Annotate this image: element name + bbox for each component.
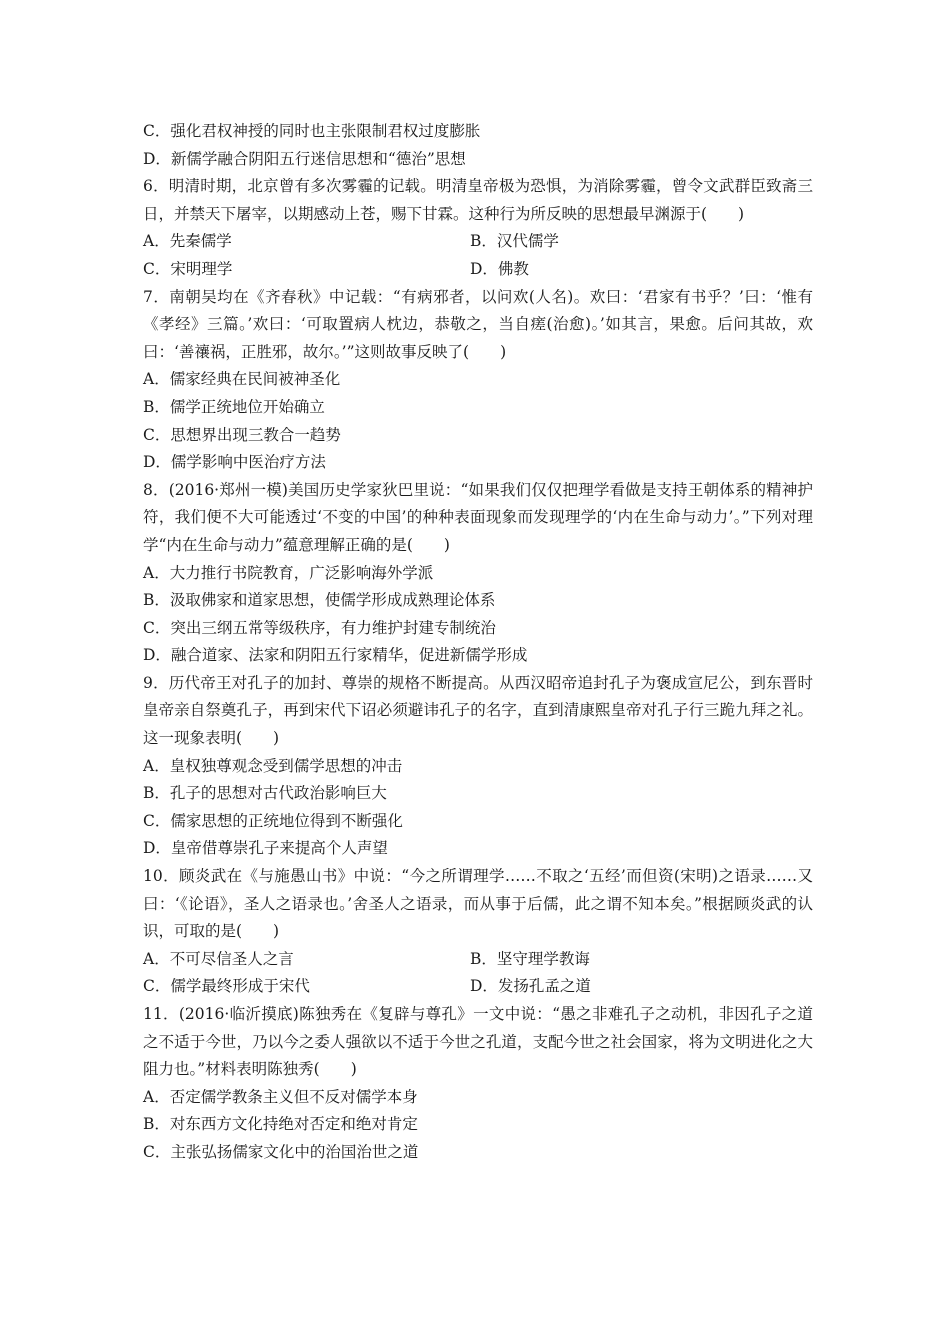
option-d: D．发扬孔孟之道 (470, 977, 591, 996)
question-stem: 10．顾炎武在《与施愚山书》中说：“今之所谓理学……不取之‘五经’而但资(宋明)之语录……又曰：‘《论语》，圣人之语录也。’舍圣人之语录，而从事于后儒，此之谓不知本矣。”根据顾炎武的认识，可取的是( ) (143, 867, 813, 941)
question-stem: 8．(2016·郑州一模)美国历史学家狄巴里说：“如果我们仅仅把理学看做是支持王朝体系的精神护符，我们便不大可能透过‘不变的中国’的种种表面现象而发现理学的‘内在生命与动力’。”下列对理学“内在生命与动力”蕴意理解正确的是( ) (143, 480, 813, 554)
option-b: B．对东西方文化持绝对否定和绝对肯定 (143, 1115, 418, 1134)
option-a: A．先秦儒学 (143, 232, 232, 251)
option-a: A．皇权独尊观念受到儒学思想的冲击 (143, 756, 403, 775)
option-c: C．突出三纲五常等级秩序，有力维护封建专制统治 (143, 618, 496, 637)
option-b: B．孔子的思想对古代政治影响巨大 (143, 784, 387, 803)
option-c: C．宋明理学 (143, 259, 233, 278)
option-row (143, 256, 813, 284)
question-stem: 6．明清时期，北京曾有多次雾霾的记载。明清皇帝极为恐惧，为消除雾霾，曾令文武群臣致斋三日，并禁天下屠宰，以期感动上苍，赐下甘霖。这种行为所反映的思想最早渊源于( ) (143, 177, 813, 223)
option-c: C．主张弘扬儒家文化中的治国治世之道 (143, 1142, 419, 1161)
option-c: C．儒家思想的正统地位得到不断强化 (143, 811, 403, 830)
option-c: C．思想界出现三教合一趋势 (143, 425, 341, 444)
option-d: D．儒学影响中医治疗方法 (143, 453, 326, 472)
document-body (143, 118, 813, 1167)
option-c: C．儒学最终形成于宋代 (143, 977, 310, 996)
option-b: B．汉代儒学 (470, 232, 559, 251)
question-stem: 9．历代帝王对孔子的加封、尊崇的规格不断提高。从西汉昭帝追封孔子为褒成宣尼公，到东晋时皇帝亲自祭奠孔子，再到宋代下诏必须避讳孔子的名字，直到清康熙皇帝对孔子行三跪九拜之礼。这一现象表明( ) (143, 673, 813, 748)
option-line: D．新儒学融合阴阳五行迷信思想和“德治”思想 (143, 149, 466, 168)
option-a: A．否定儒学教条主义但不反对儒学本身 (143, 1087, 418, 1106)
option-row (143, 946, 813, 974)
option-b: B．汲取佛家和道家思想，使儒学形成成熟理论体系 (143, 591, 496, 610)
option-d: D．佛教 (470, 259, 529, 278)
option-row (143, 973, 813, 1001)
option-a: A．不可尽信圣人之言 (143, 949, 294, 968)
option-b: B．儒学正统地位开始确立 (143, 397, 325, 416)
option-row (143, 228, 813, 256)
option-d: D．融合道家、法家和阴阳五行家精华，促进新儒学形成 (143, 646, 528, 665)
option-d: D．皇帝借尊崇孔子来提高个人声望 (143, 839, 388, 858)
option-b: B．坚守理学教诲 (470, 949, 590, 968)
option-a: A．大力推行书院教育，广泛影响海外学派 (143, 563, 434, 582)
question-stem: 7．南朝吴均在《齐春秋》中记载：“有病邪者，以问欢(人名)。欢曰：‘君家有书乎？’曰：‘惟有《孝经》三篇。’欢曰：‘可取置病人枕边，恭敬之，当自瘥(治愈)。’如其言，果愈。后问其故，欢曰：‘善禳祸，正胜邪，故尔。’”这则故事反映了( ) (143, 287, 813, 361)
question-stem: 11．(2016·临沂摸底)陈独秀在《复辟与尊孔》一文中说：“愚之非难孔子之动机，非因孔子之道之不适于今世，乃以今之委人强欲以不适于今世之孔道，支配今世之社会国家，将为文明进化之大阻力也。”材料表明陈独秀( ) (143, 1005, 813, 1079)
option-a: A．儒家经典在民间被神圣化 (143, 370, 341, 389)
option-line: C．强化君权神授的同时也主张限制君权过度膨胀 (143, 122, 481, 140)
